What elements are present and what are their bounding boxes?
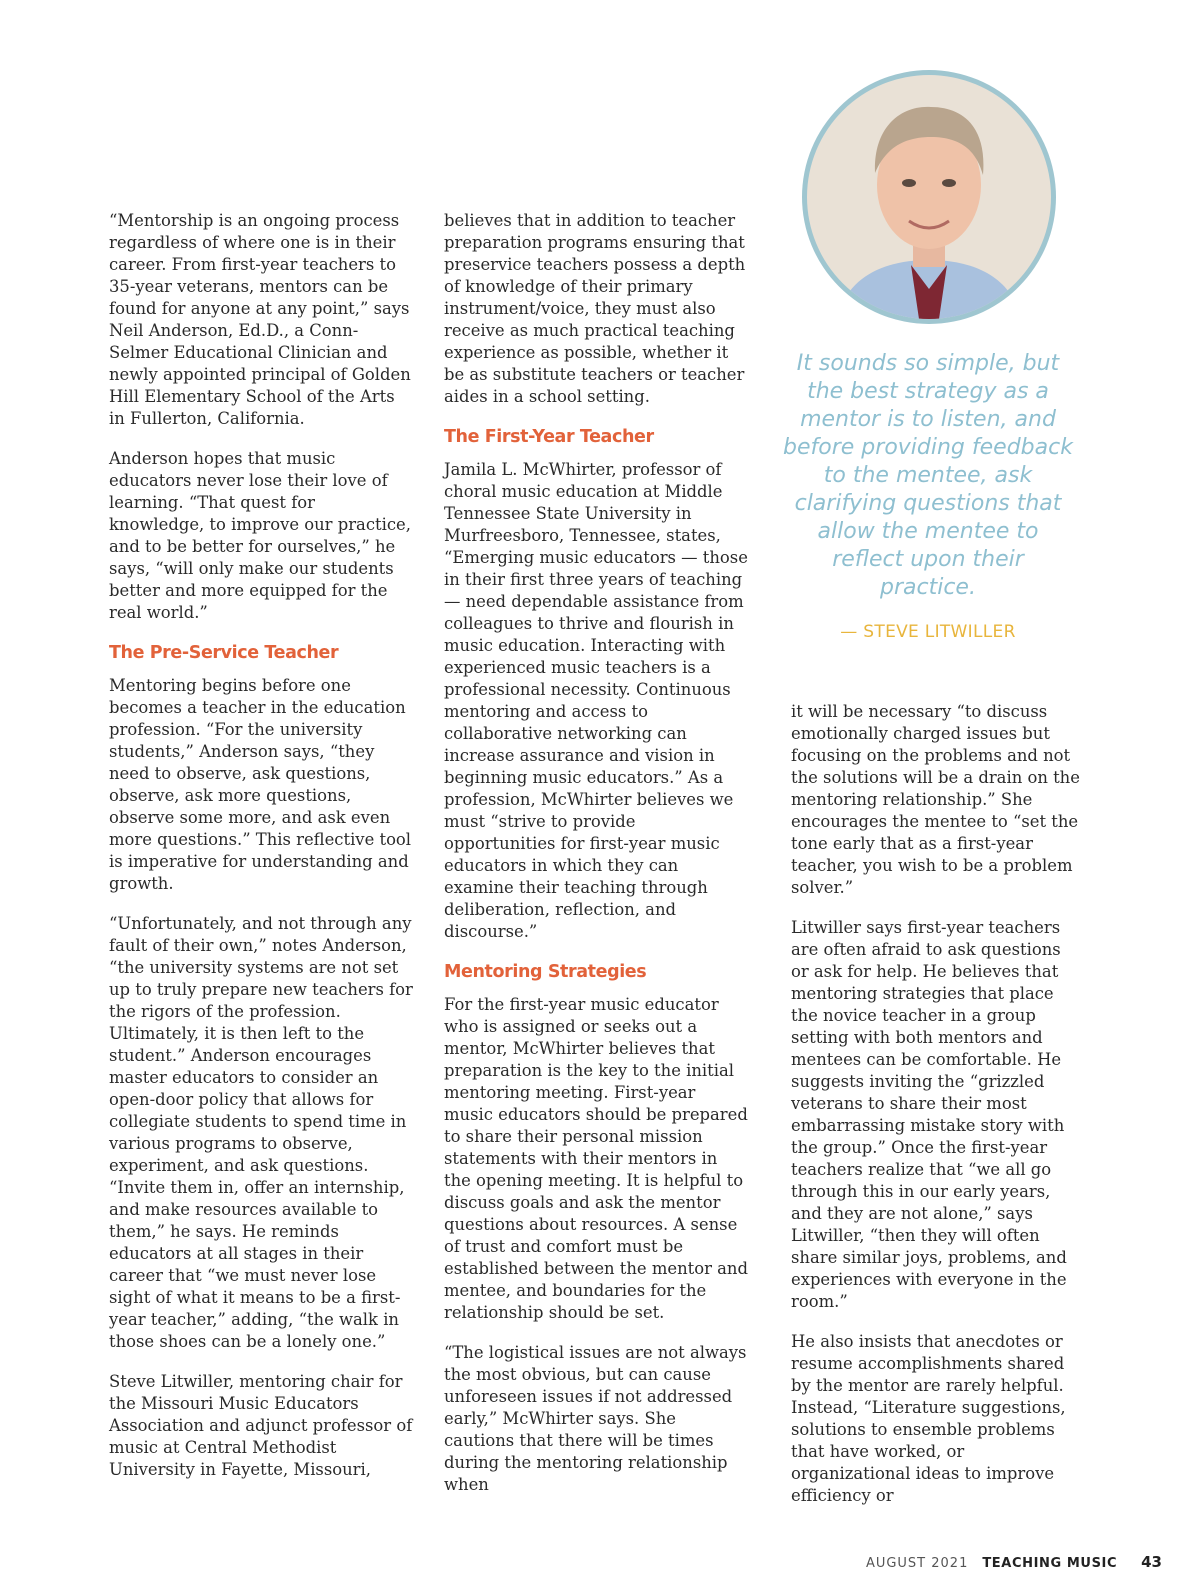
page-footer [866,1553,1162,1571]
paragraph: believes that in addition to teacher preparation programs ensuring that preservice teachers possess a depth of knowledge of their primary instrument/voice, they must also receive as much practical teaching experience as possible, whether it be as substitute teachers or teacher aides in a school setting. [444,211,746,406]
section-heading-first-year: The First-Year Teacher [444,427,654,447]
article-column-3 [791,701,1081,1525]
paragraph: He also insists that anecdotes or resume accomplishments shared by the mentor are rarely helpful. Instead, “Literature suggestions, solutions to ensemble problems that have worked, or organizational ideas to improve efficiency or [791,1332,1066,1505]
portrait-photo [802,70,1056,324]
article-column-2 [444,210,749,1514]
paragraph: For the first-year music educator who is assigned or seeks out a mentor, McWhirter believes that preparation is the key to the initial mentoring meeting. First-year music educators should be prepared to share their personal mission statements with their mentors in the opening meeting. It is helpful to discuss goals and ask the mentor questions about resources. A sense of trust and comfort must be established between the mentor and mentee, and boundaries for the relationship should be set. [444,995,748,1322]
paragraph: “Unfortunately, and not through any fault of their own,” notes Anderson, “the university systems are not set up to truly prepare new teachers for the rigors of the profession. Ultimately, it is then left to the student.” Anderson encourages master educators to consider an open-door policy that allows for collegiate students to spend time in various programs to observe, experiment, and ask questions. “Invite them in, offer an internship, and make resources available to them,” he says. He reminds educators at all stages in their career that “we must never lose sight of what it means to be a first-year teacher,” adding, “the walk in those shoes can be a lonely one.” [109,914,413,1351]
paragraph: Steve Litwiller, mentoring chair for the Missouri Music Educators Association and adjunct professor of music at Central Methodist University in Fayette, Missouri, [109,1372,413,1479]
portrait-illustration [807,75,1051,319]
magazine-title: TEACHING MUSIC [982,1556,1118,1571]
issue-date: AUGUST 2021 [865,1556,969,1571]
paragraph: Mentoring begins before one becomes a teacher in the education profession. “For the university students,” Anderson says, “they need to observe, ask questions, observe, ask more questions, observe some more, and ask even more questions.” This reflective tool is imperative for understanding and growth. [109,676,412,893]
pull-quote: It sounds so simple, but the best strategy as a mentor is to listen, and before providing feedback to the mentee, ask clarifying questions that allow the mentee to reflect upon their practice. [783,351,1073,600]
paragraph: “The logistical issues are not always the most obvious, but can cause unforeseen issues if not addressed early,” McWhirter says. She cautions that there will be times during the mentoring relationship when [444,1343,747,1494]
page-number: 43 [1141,1553,1162,1571]
paragraph: “Mentorship is an ongoing process regardless of where one is in their career. From first-year teachers to 35-year veterans, mentors can be found for anyone at any point,” says Neil Anderson, Ed.D., a Conn-Selmer Educational Clinician and newly appointed principal of Golden Hill Elementary School of the Arts in Fullerton, California. [109,211,411,428]
section-heading-pre-service: The Pre-Service Teacher [109,643,339,663]
paragraph: Litwiller says first-year teachers are often afraid to ask questions or ask for help. He believes that mentoring strategies that place the novice teacher in a group setting with both mentors and mentees can be comfortable. He suggests inviting the “grizzled veterans to share their most embarrassing mistake story with the group.” Once the first-year teachers realize that “we all go through this in our early years, and they are not alone,” says Litwiller, “then they will often share similar joys, problems, and experiences with everyone in the room.” [791,918,1067,1311]
article-column-1 [109,210,414,1499]
paragraph: Anderson hopes that music educators never lose their love of learning. “That quest for knowledge, to improve our practice, and to be better for ourselves,” he says, “will only make our students better and more equipped for the real world.” [109,449,411,622]
paragraph: Jamila L. McWhirter, professor of choral music education at Middle Tennessee State University in Murfreesboro, Tennessee, states, “Emerging music educators — those in their first three years of teaching — need dependable assistance from colleagues to thrive and flourish in music education. Interacting with experienced music teachers is a professional necessity. Continuous mentoring and access to collaborative networking can increase assurance and vision in beginning music educators.” As a profession, McWhirter believes we must “strive to provide opportunities for first-year music educators in which they can examine their teaching through deliberation, reflection, and discourse.” [444,460,748,941]
section-heading-strategies: Mentoring Strategies [444,962,647,982]
pull-quote-attribution: — STEVE LITWILLER [840,622,1016,642]
paragraph: it will be necessary “to discuss emotionally charged issues but focusing on the problems and not the solutions will be a drain on the mentoring relationship.” She encourages the mentee to “set the tone early that as a first-year teacher, you wish to be a problem solver.” [791,702,1080,897]
